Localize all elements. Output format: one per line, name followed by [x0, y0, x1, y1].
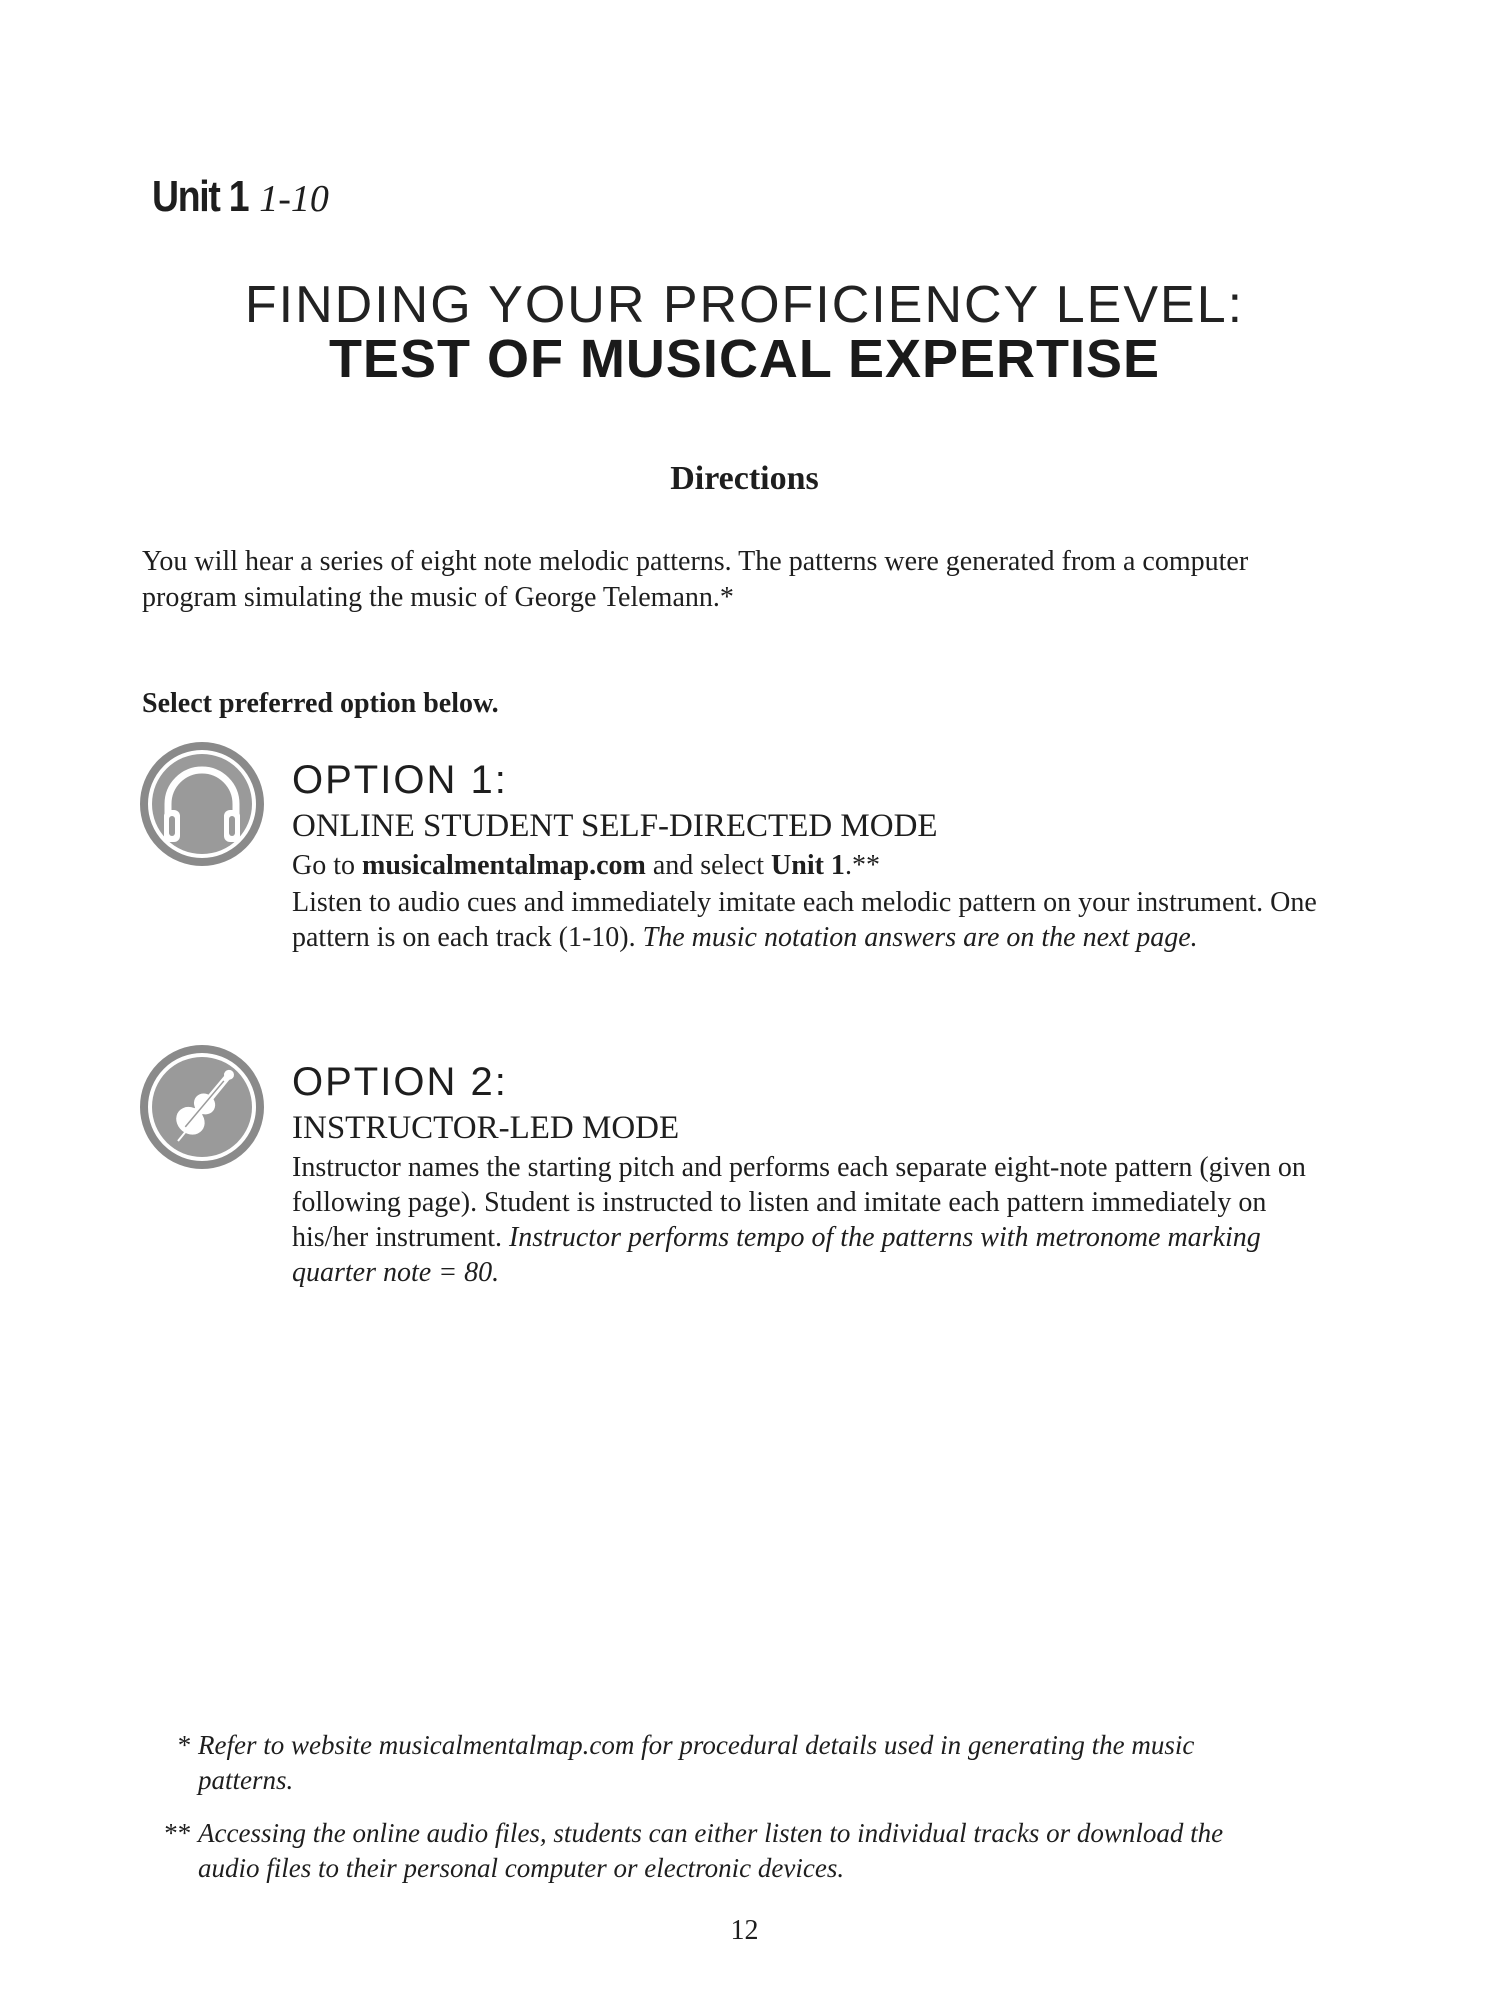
footnote-2-text: Accessing the online audio files, students can either listen to individual tracks or download the audio files to their personal computer or electronic devices.	[198, 1818, 1224, 1883]
option-1-body-italic: The music notation answers are on the next page.	[642, 922, 1198, 953]
directions-intro: You will hear a series of eight note melodic patterns. The patterns were generated from a computer program simulating the music of George Telemann.*	[142, 546, 1249, 613]
option-1-mode: ONLINE STUDENT SELF-DIRECTED MODE	[292, 808, 938, 844]
option-2-body-italic: Instructor performs tempo of the patterns with metronome marking quarter note = 80.	[292, 1222, 1261, 1288]
option-1	[292, 756, 1342, 955]
option-1-body	[292, 885, 1342, 955]
option-1-instructions	[292, 848, 1342, 883]
option-2	[292, 1058, 1342, 1290]
option-2-body	[292, 1150, 1342, 1290]
unit-reference: Unit 1	[771, 850, 845, 881]
footnotes	[150, 1728, 1250, 1904]
footnote-2-mark: **	[163, 1818, 190, 1848]
violin-icon	[140, 1045, 264, 1169]
footnote-1-text: Refer to website musicalmentalmap.com for procedural details used in generating the music patterns.	[198, 1730, 1195, 1795]
select-option-label: Select preferred option below.	[142, 688, 499, 719]
unit-label: Unit 1	[152, 172, 249, 221]
directions-heading: Directions	[670, 460, 819, 497]
page-number: 12	[730, 1915, 759, 1946]
headphones-icon	[140, 742, 264, 866]
footnote-1-mark: *	[176, 1730, 190, 1760]
option-2-title: OPTION 2:	[292, 1060, 508, 1104]
footnote-mark: .**	[844, 850, 880, 881]
unit-header	[152, 172, 349, 222]
footnote-2	[150, 1816, 1250, 1886]
track-range: 1-10	[259, 178, 329, 220]
website-link: musicalmentalmap.com	[362, 850, 646, 881]
title-line-2: TEST OF MUSICAL EXPERTISE	[328, 329, 1161, 389]
title-line-1: FINDING YOUR PROFICIENCY LEVEL:	[244, 276, 1245, 334]
option-1-title: OPTION 1:	[292, 758, 508, 802]
option-1-and-select: and select	[645, 850, 772, 881]
footnote-1	[150, 1728, 1250, 1798]
option-1-body-text: Listen to audio cues and immediately imitate each melodic pattern on your instrument. One pattern is on each track (1-10).	[292, 887, 1317, 953]
option-2-mode: INSTRUCTOR-LED MODE	[292, 1110, 680, 1146]
option-2-body-text: Instructor names the starting pitch and performs each separate eight-note pattern (given on following page). Student is instructed to listen and imitate each pattern immediately on his/her instrument.	[292, 1152, 1306, 1253]
option-1-go-to: Go to	[292, 850, 362, 881]
